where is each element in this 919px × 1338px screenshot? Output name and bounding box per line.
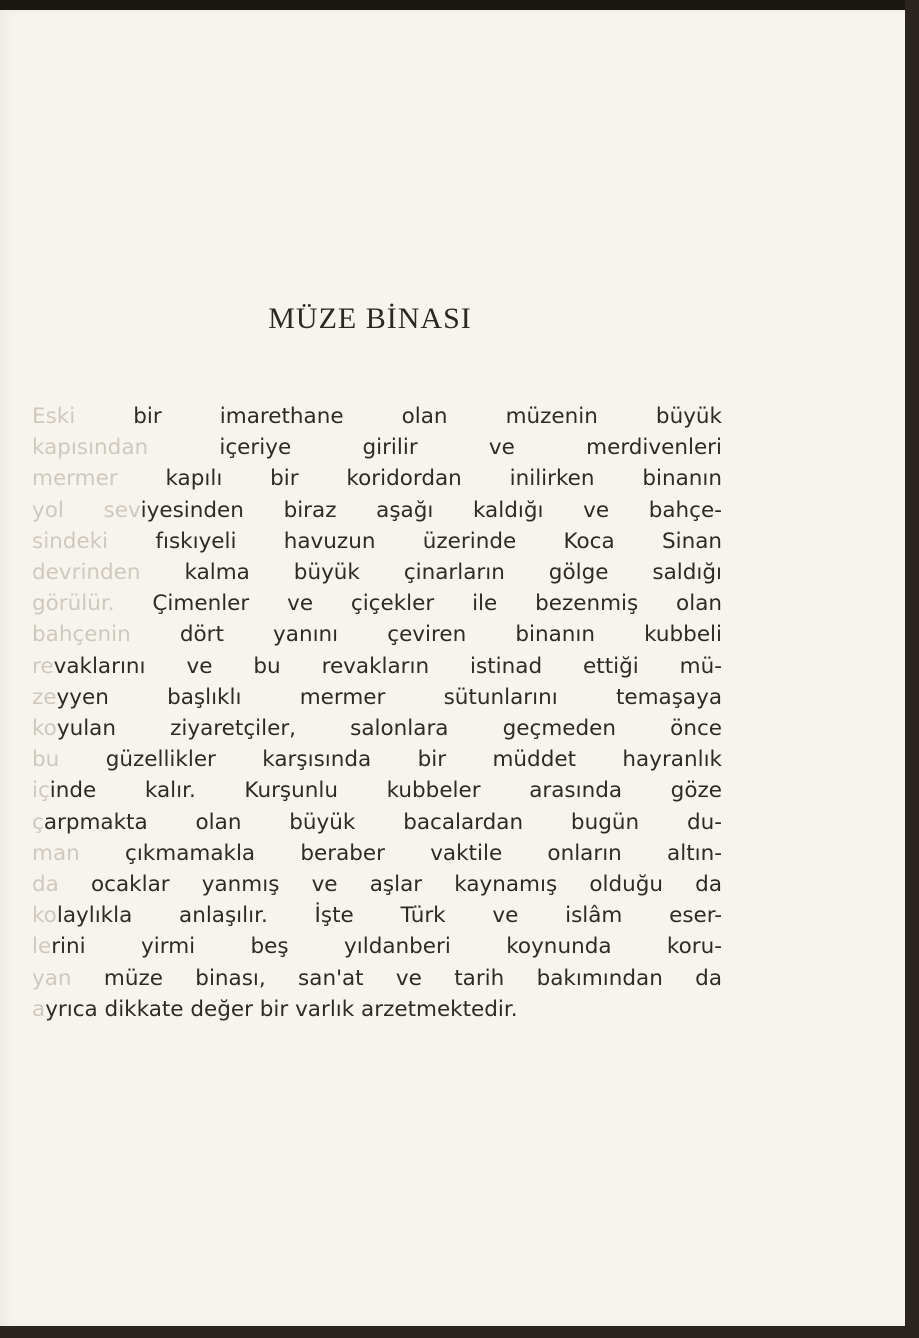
faded-text: bu — [32, 747, 60, 773]
line-text: bir imarethane olan müzenin büyük — [75, 404, 722, 429]
faded-text: le — [32, 934, 52, 960]
faded-text: bahçenin — [32, 622, 131, 648]
faded-text: ç — [32, 809, 44, 835]
faded-text: ko — [32, 903, 57, 929]
text-line — [32, 526, 722, 557]
faded-text: iç — [32, 778, 50, 804]
text-line — [32, 994, 722, 1025]
line-text: inde kalır. Kurşunlu kubbeler arasında göze — [49, 778, 722, 804]
faded-text: mermer — [32, 466, 118, 492]
text-line — [32, 463, 722, 494]
text-line — [32, 713, 722, 744]
line-text: arpmakta olan büyük bacalardan bugün du- — [43, 809, 722, 835]
line-text: güzellikler karşısında bir müddet hayranlık — [59, 747, 722, 773]
line-text: laylıkla anlaşılır. İşte Türk ve islâm eser- — [56, 903, 722, 929]
text-line — [32, 807, 722, 838]
page-edge-bottom — [0, 1326, 919, 1338]
line-text: iyesinden biraz aşağı kaldığı ve bahçe- — [140, 497, 722, 523]
line-text: müze binası, san'at ve tarih bakımından da — [71, 965, 722, 991]
body-paragraph — [32, 401, 722, 1025]
line-text: rini yirmi beş yıldanberi koynunda koru- — [51, 934, 722, 960]
text-line — [32, 931, 722, 962]
line-text: çıkmamakla beraber vaktile onların altın- — [79, 840, 722, 866]
text-line — [32, 651, 722, 682]
text-line — [32, 557, 722, 588]
text-line — [32, 869, 722, 900]
text-line — [32, 838, 722, 869]
line-text: yulan ziyaretçiler, salonlara geçmeden önce — [56, 716, 722, 742]
text-line — [32, 495, 722, 526]
text-line — [32, 900, 722, 931]
text-line — [32, 744, 722, 775]
faded-text: devrinden — [32, 560, 141, 586]
faded-text: da — [32, 872, 59, 898]
text-line — [32, 588, 722, 619]
line-text: yyen başlıklı mermer sütunlarını temaşaya — [56, 684, 722, 710]
faded-text: a — [32, 996, 46, 1022]
line-text: dört yanını çeviren binanın kubbeli — [130, 622, 722, 648]
faded-text: re — [32, 653, 54, 679]
faded-text: yan — [32, 965, 72, 991]
line-text: ocaklar yanmış ve aşlar kaynamış olduğu da — [58, 872, 722, 898]
faded-text: sindeki — [32, 528, 109, 554]
faded-text: kapısından — [32, 435, 149, 461]
line-text: vaklarını ve bu revakların istinad ettiği mü- — [53, 653, 722, 679]
line-text: kalma büyük çinarların gölge saldığı — [140, 560, 722, 586]
line-text: içeriye girilir ve merdivenleri — [148, 435, 722, 461]
text-line — [32, 682, 722, 713]
line-text: kapılı bir koridordan inilirken binanın — [117, 466, 722, 492]
text-line — [32, 775, 722, 806]
faded-text: man — [32, 840, 80, 866]
book-page — [0, 10, 905, 1326]
text-line — [32, 432, 722, 463]
faded-text: ze — [32, 684, 57, 710]
page-edge-right — [905, 0, 919, 1338]
line-text: fıskıyeli havuzun üzerinde Koca Sinan — [108, 528, 722, 554]
faded-text: ko — [32, 716, 57, 742]
page-title: MÜZE BİNASI — [268, 302, 472, 335]
line-text: Çimenler ve çiçekler ile bezenmiş olan — [114, 591, 722, 617]
faded-text: görülür. — [32, 591, 115, 617]
text-line — [32, 401, 722, 432]
text-line — [32, 963, 722, 994]
text-line — [32, 619, 722, 650]
faded-text: yol sev — [32, 497, 141, 523]
line-text: yrıca dikkate değer bir varlık arzetmektedir. — [45, 996, 518, 1022]
faded-text: Eski — [32, 404, 76, 429]
